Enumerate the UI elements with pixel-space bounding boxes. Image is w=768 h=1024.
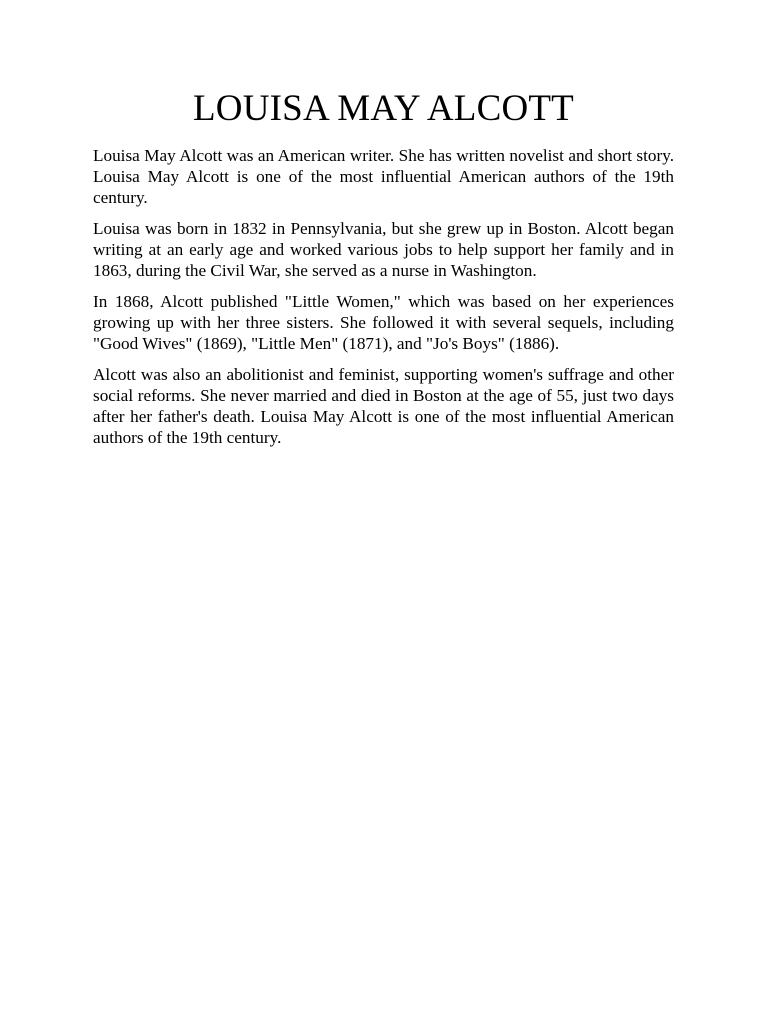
paragraph-little-women: In 1868, Alcott published "Little Women," which was based on her experiences growing up with her three sisters. She followed it with several sequels, including "Good Wives" (1869), "Little Men" (1871), and "Jo's Boys" (1886). bbox=[93, 291, 674, 353]
paragraph-intro: Louisa May Alcott was an American writer. She has written novelist and short story. Louisa May Alcott is one of the most influential American authors of the 19th century. bbox=[93, 145, 674, 207]
document-body bbox=[93, 88, 674, 458]
paragraph-early-life: Louisa was born in 1832 in Pennsylvania, but she grew up in Boston. Alcott began writing at an early age and worked various jobs to help support her family and in 1863, during the Civil War, she served as a nurse in Washington. bbox=[93, 218, 674, 280]
paragraph-activism: Alcott was also an abolitionist and feminist, supporting women's suffrage and other social reforms. She never married and died in Boston at the age of 55, just two days after her father's death. Louisa May Alcott is one of the most influential American authors of the 19th century. bbox=[93, 364, 674, 447]
document-title: LOUISA MAY ALCOTT bbox=[193, 88, 574, 129]
